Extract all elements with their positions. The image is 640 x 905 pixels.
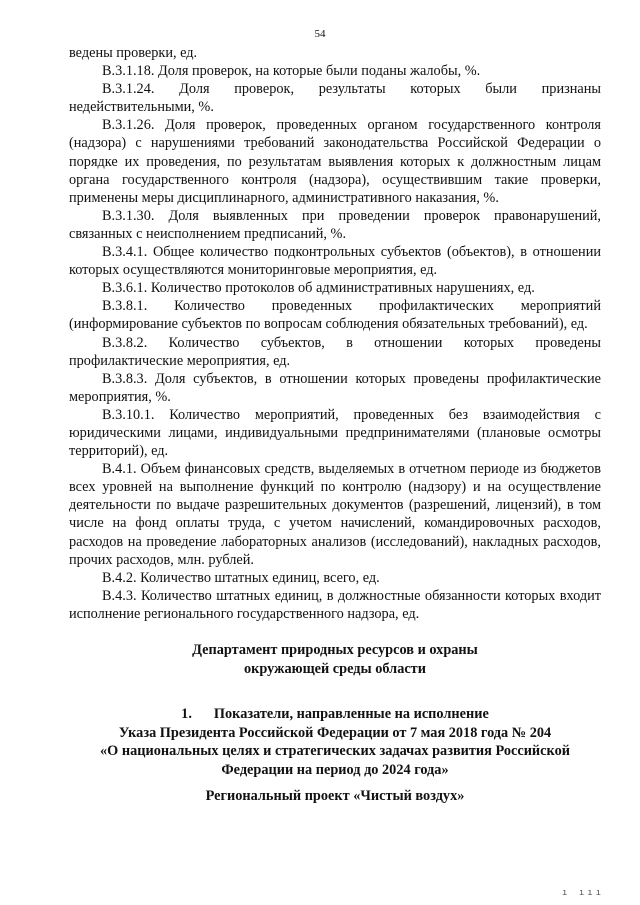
scan-corner-mark: ı ııı xyxy=(562,888,605,898)
paragraph-b3-1-30: В.3.1.30. Доля выявленных при проведении проверок правонарушений, связанных с неисполнением предписаний, %. xyxy=(69,207,601,242)
paragraph-continuation: ведены проверки, ед. xyxy=(69,45,198,61)
department-heading xyxy=(69,641,601,678)
indicators-section-heading xyxy=(69,705,601,779)
paragraph-b3-1-18: В.3.1.18. Доля проверок, на которые были поданы жалобы, %. xyxy=(102,63,481,80)
paragraph-b3-10-1: В.3.10.1. Количество мероприятий, проведенных без взаимодействия с юридическими лицами, индивидуальными предпринимателями (плановые осмотры территорий), ед. xyxy=(69,406,601,460)
indicators-heading-line-2: Указа Президента Российской Федерации от 7 мая 2018 года № 204 xyxy=(118,724,552,741)
paragraph-b3-8-2: В.3.8.2. Количество субъектов, в отношении которых проведены профилактические мероприятия, ед. xyxy=(69,334,601,369)
section-number: 1. xyxy=(181,706,192,722)
paragraph-b3-4-1: В.3.4.1. Общее количество подконтрольных субъектов (объектов), в отношении которых осуществляются мониторинговые мероприятия, ед. xyxy=(69,244,601,279)
department-heading-line-2: окружающей среды области xyxy=(244,660,426,677)
indicator-list xyxy=(69,44,601,623)
indicators-heading-line-3: «О национальных целях и стратегических задачах развития Российской Федерации на период до 2024 года» xyxy=(100,743,570,778)
paragraph-b3-8-1: В.3.8.1. Количество проведенных профилактических мероприятий (информирование субъектов по вопросам соблюдения обязательных требований), ед. xyxy=(69,298,601,333)
regional-project-heading: Региональный проект «Чистый воздух» xyxy=(205,788,465,804)
paragraph-b3-8-3: В.3.8.3. Доля субъектов, в отношении которых проведены профилактические мероприятия, %. xyxy=(69,370,601,405)
paragraph-b4-2: В.4.2. Количество штатных единиц, всего, ед. xyxy=(102,569,380,586)
department-heading-line-1: Департамент природных ресурсов и охраны xyxy=(192,642,478,658)
indicators-heading-text: Показатели, направленные на исполнение xyxy=(213,706,489,722)
paragraph-b4-3: В.4.3. Количество штатных единиц, в должностные обязанности которых входит исполнение регионального государственного надзора, ед. xyxy=(69,587,601,622)
paragraph-b3-1-24: В.3.1.24. Доля проверок, результаты которых были признаны недействительными, %. xyxy=(69,81,601,116)
paragraph-b4-1: В.4.1. Объем финансовых средств, выделяемых в отчетном периоде из бюджетов всех уровней на выполнение функций по контролю (надзору) и на осуществление деятельности по выдаче разрешительных документов (разрешений, лицензий), в том числе на фонд оплаты труда, с учетом начислений, командировочных расходов, расходов на проведение лабораторных анализов (исследований), накладных расходов, прочих расходов, млн. рублей. xyxy=(69,461,601,568)
indicators-heading-line-1 xyxy=(69,705,601,724)
paragraph-b3-6-1: В.3.6.1. Количество протоколов об административных нарушениях, ед. xyxy=(102,280,535,297)
page-number: 54 xyxy=(314,28,326,40)
paragraph-b3-1-26: В.3.1.26. Доля проверок, проведенных органом государственного контроля (надзора) с нарушениями требований законодательства Российской Федерации о порядке их проведения, по результатам выявления которых к должностным лицам органа государственного контроля (надзора), осуществившим такие проверки, применены меры дисциплинарного, административного наказания, %. xyxy=(69,117,601,206)
